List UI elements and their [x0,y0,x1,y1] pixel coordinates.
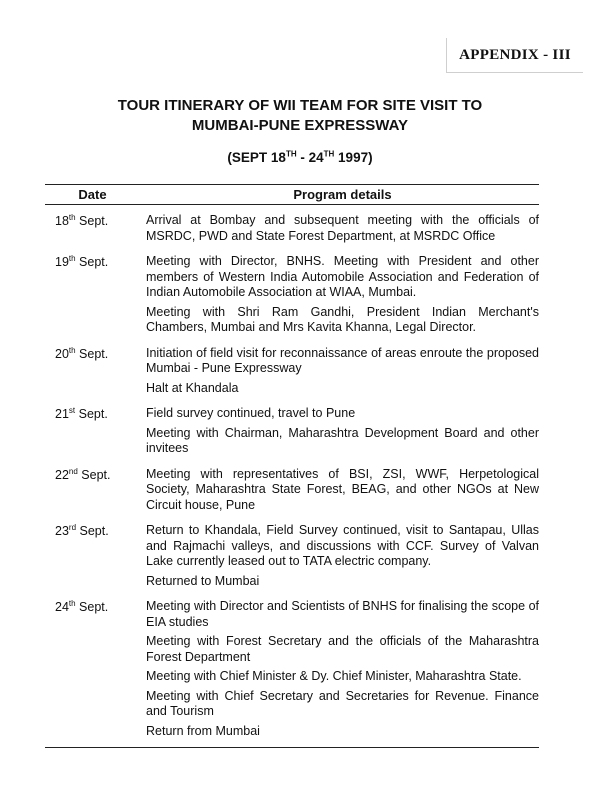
program-item: Meeting with representatives of BSI, ZSI, WWF, Herpetological Society, Maharashtra State Forest, BEAG, and other NGOs at New Circuit house, Pune [146,466,539,512]
date-range-year: 1997) [334,150,373,165]
row-date [45,523,146,593]
title-line-2: MUMBAI-PUNE EXPRESSWAY [191,117,409,134]
program-item: Arrival at Bombay and subsequent meeting with the officials of MSRDC, PWD and State Forest Department, at MSRDC Office [146,213,539,243]
row-date-suffix: th [68,345,76,355]
table-row [45,406,539,461]
row-date-month: Sept. [75,214,109,228]
table-row [45,467,539,518]
row-program-details [146,346,539,401]
row-date-day: 21 [55,407,69,421]
table-row [45,523,539,593]
table-header [45,184,539,205]
program-item: Meeting with Chief Minister & Dy. Chief Minister, Maharashtra State. [146,669,522,683]
program-item: Meeting with Director and Scientists of BNHS for finalising the scope of EIA studies [146,599,539,629]
appendix-label: APPENDIX - III [446,38,583,73]
row-date [45,406,146,461]
table-row [45,346,539,401]
table-row [45,213,539,248]
program-item: Meeting with Forest Secretary and the officials of the Maharashtra Forest Department [146,634,539,664]
row-date-month: Sept. [75,600,109,614]
table-body [45,213,539,743]
date-range [0,150,600,165]
row-date-day: 20 [55,346,69,361]
row-program-details [146,254,539,340]
table-row [45,254,539,340]
program-item: Halt at Khandala [146,380,239,395]
row-date [45,346,146,401]
program-item: Meeting with Director, BNHS. Meeting with President and other members of Western India Automobile Association and Federation of Indian Automobile Association at WIAA, Mumbai. [146,254,539,299]
row-date-month: Sept. [75,255,109,269]
row-date [45,213,146,248]
column-header-program: Program details [293,187,392,202]
row-program-details [146,599,539,743]
row-date-day: 19 [55,255,69,269]
program-item: Return from Mumbai [146,723,260,738]
row-date-day: 24 [55,600,69,614]
table-bottom-rule [45,747,539,748]
row-date-suffix: st [68,405,76,415]
table-row [45,599,539,743]
row-date-suffix: th [68,253,76,263]
document-title [0,96,600,136]
itinerary-table [45,184,539,748]
row-date [45,467,146,518]
title-line-1: TOUR ITINERARY OF WII TEAM FOR SITE VISIT TO [117,97,483,114]
row-date-month: Sept. [75,407,108,421]
program-item: Field survey continued, travel to Pune [146,406,356,420]
row-program-details [146,467,539,518]
row-program-details [146,406,539,461]
row-program-details [146,523,539,593]
row-date [45,599,146,743]
row-program-details [146,213,539,248]
program-item: Return to Khandala, Field Survey continued, visit to Santapau, Ullas and Rajmachi valleys, and discussions with CCF. Survey of Valvan Lake currently leased out to TATA electric company. [146,523,539,568]
row-date-suffix: nd [68,466,78,476]
row-date [45,254,146,340]
row-date-month: Sept. [76,524,109,538]
date-range-sup: TH [285,149,297,159]
date-range-start: (SEPT 18 [227,150,286,165]
program-item: Initiation of field visit for reconnaissance of areas enroute the proposed Mumbai - Pune Expressway [146,345,539,375]
row-date-month: Sept. [77,467,111,482]
row-date-suffix: th [68,598,76,608]
program-item: Returned to Mumbai [146,573,260,588]
column-header-date: Date [78,187,107,202]
program-item: Meeting with Chairman, Maharashtra Development Board and other invitees [146,425,539,455]
date-range-end: - 24 [296,150,324,165]
row-date-day: 23 [55,524,69,538]
row-date-suffix: rd [68,522,77,532]
date-range-sup: TH [323,149,335,159]
row-date-day: 22 [55,467,69,482]
row-date-day: 18 [55,214,69,228]
row-date-month: Sept. [75,346,109,361]
program-item: Meeting with Chief Secretary and Secretaries for Revenue. Finance and Tourism [146,688,539,718]
program-item: Meeting with Shri Ram Gandhi, President Indian Merchant's Chambers, Mumbai and Mrs Kavita Khanna, Legal Director. [146,304,539,334]
row-date-suffix: th [68,212,76,222]
